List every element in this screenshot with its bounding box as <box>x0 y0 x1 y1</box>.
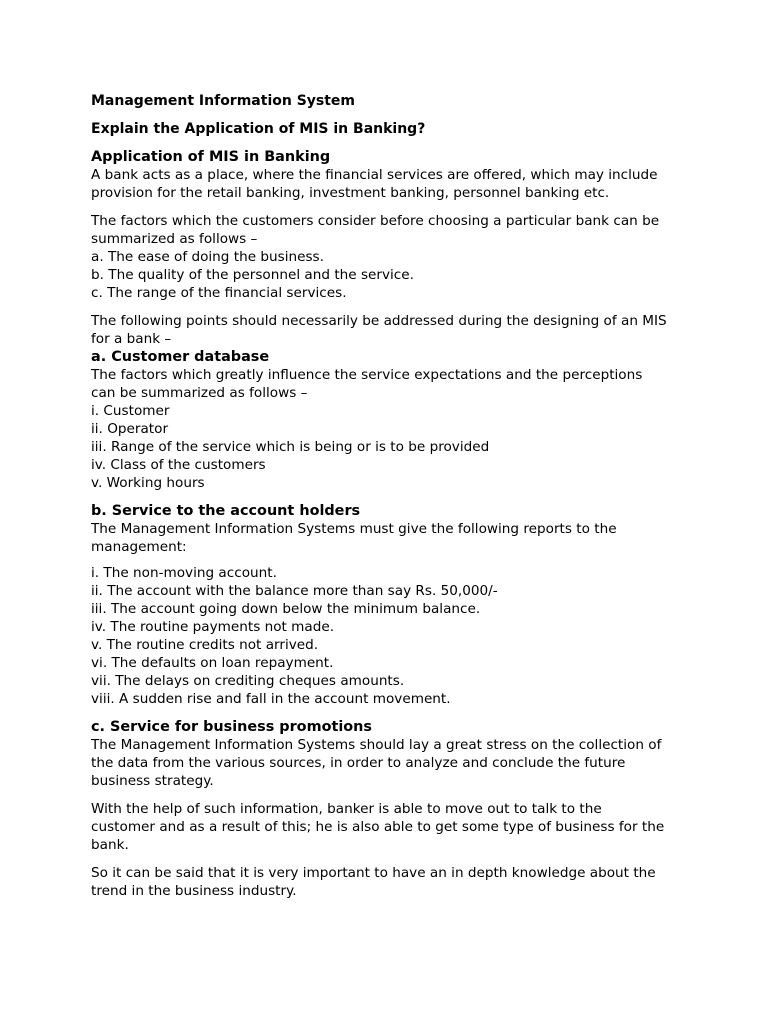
business-promotions-heading: c. Service for business promotions <box>91 719 372 735</box>
intro-line: A bank acts as a place, where the financial services are offered, which may include <box>91 167 658 183</box>
design-intro-line: for a bank – <box>91 331 172 347</box>
report-item: ii. The account with the balance more than say Rs. 50,000/- <box>91 583 498 599</box>
factors-intro-line: The factors which the customers consider before choosing a particular bank can be <box>91 213 660 229</box>
account-holders-text: The Management Information Systems must give the following reports to the <box>91 521 617 537</box>
report-item: v. The routine credits not arrived. <box>91 637 319 653</box>
business-promotions-text: business strategy. <box>91 773 214 789</box>
report-item: iii. The account going down below the minimum balance. <box>91 601 481 617</box>
customer-database-text: can be summarized as follows – <box>91 385 308 401</box>
design-intro-line: The following points should necessarily be addressed during the designing of an MIS <box>91 313 667 329</box>
account-holders-heading: b. Service to the account holders <box>91 503 361 519</box>
factor-item: c. The range of the financial services. <box>91 285 347 301</box>
customer-database-heading: a. Customer database <box>91 349 270 365</box>
report-item: viii. A sudden rise and fall in the account movement. <box>91 691 451 707</box>
factor-item: b. The quality of the personnel and the service. <box>91 267 414 283</box>
customer-database-item: iii. Range of the service which is being or is to be provided <box>91 439 490 455</box>
customer-database-item: i. Customer <box>91 403 170 419</box>
conclusion-paragraph-line: So it can be said that it is very important to have an in depth knowledge about the <box>91 865 656 881</box>
intro-line: provision for the retail banking, investment banking, personnel banking etc. <box>91 185 610 201</box>
account-holders-text: management: <box>91 539 187 555</box>
factor-item: a. The ease of doing the business. <box>91 249 324 265</box>
business-promotions-text: The Management Information Systems should lay a great stress on the collection of <box>91 737 662 753</box>
banker-paragraph-line: customer and as a result of this; he is also able to get some type of business for the <box>91 819 665 835</box>
section-heading: Application of MIS in Banking <box>91 149 331 165</box>
document-page <box>91 92 691 900</box>
report-item: iv. The routine payments not made. <box>91 619 335 635</box>
customer-database-text: The factors which greatly influence the service expectations and the perceptions <box>91 367 643 383</box>
banker-paragraph-line: bank. <box>91 837 129 853</box>
report-item: i. The non-moving account. <box>91 565 277 581</box>
report-item: vii. The delays on crediting cheques amounts. <box>91 673 405 689</box>
document-title: Management Information System <box>91 93 356 109</box>
banker-paragraph-line: With the help of such information, banker is able to move out to talk to the <box>91 801 602 817</box>
customer-database-item: v. Working hours <box>91 475 205 491</box>
business-promotions-text: the data from the various sources, in order to analyze and conclude the future <box>91 755 626 771</box>
factors-intro-line: summarized as follows – <box>91 231 258 247</box>
question-heading: Explain the Application of MIS in Banking? <box>91 121 426 137</box>
conclusion-paragraph-line: trend in the business industry. <box>91 883 297 899</box>
customer-database-item: iv. Class of the customers <box>91 457 266 473</box>
report-item: vi. The defaults on loan repayment. <box>91 655 334 671</box>
customer-database-item: ii. Operator <box>91 421 169 437</box>
